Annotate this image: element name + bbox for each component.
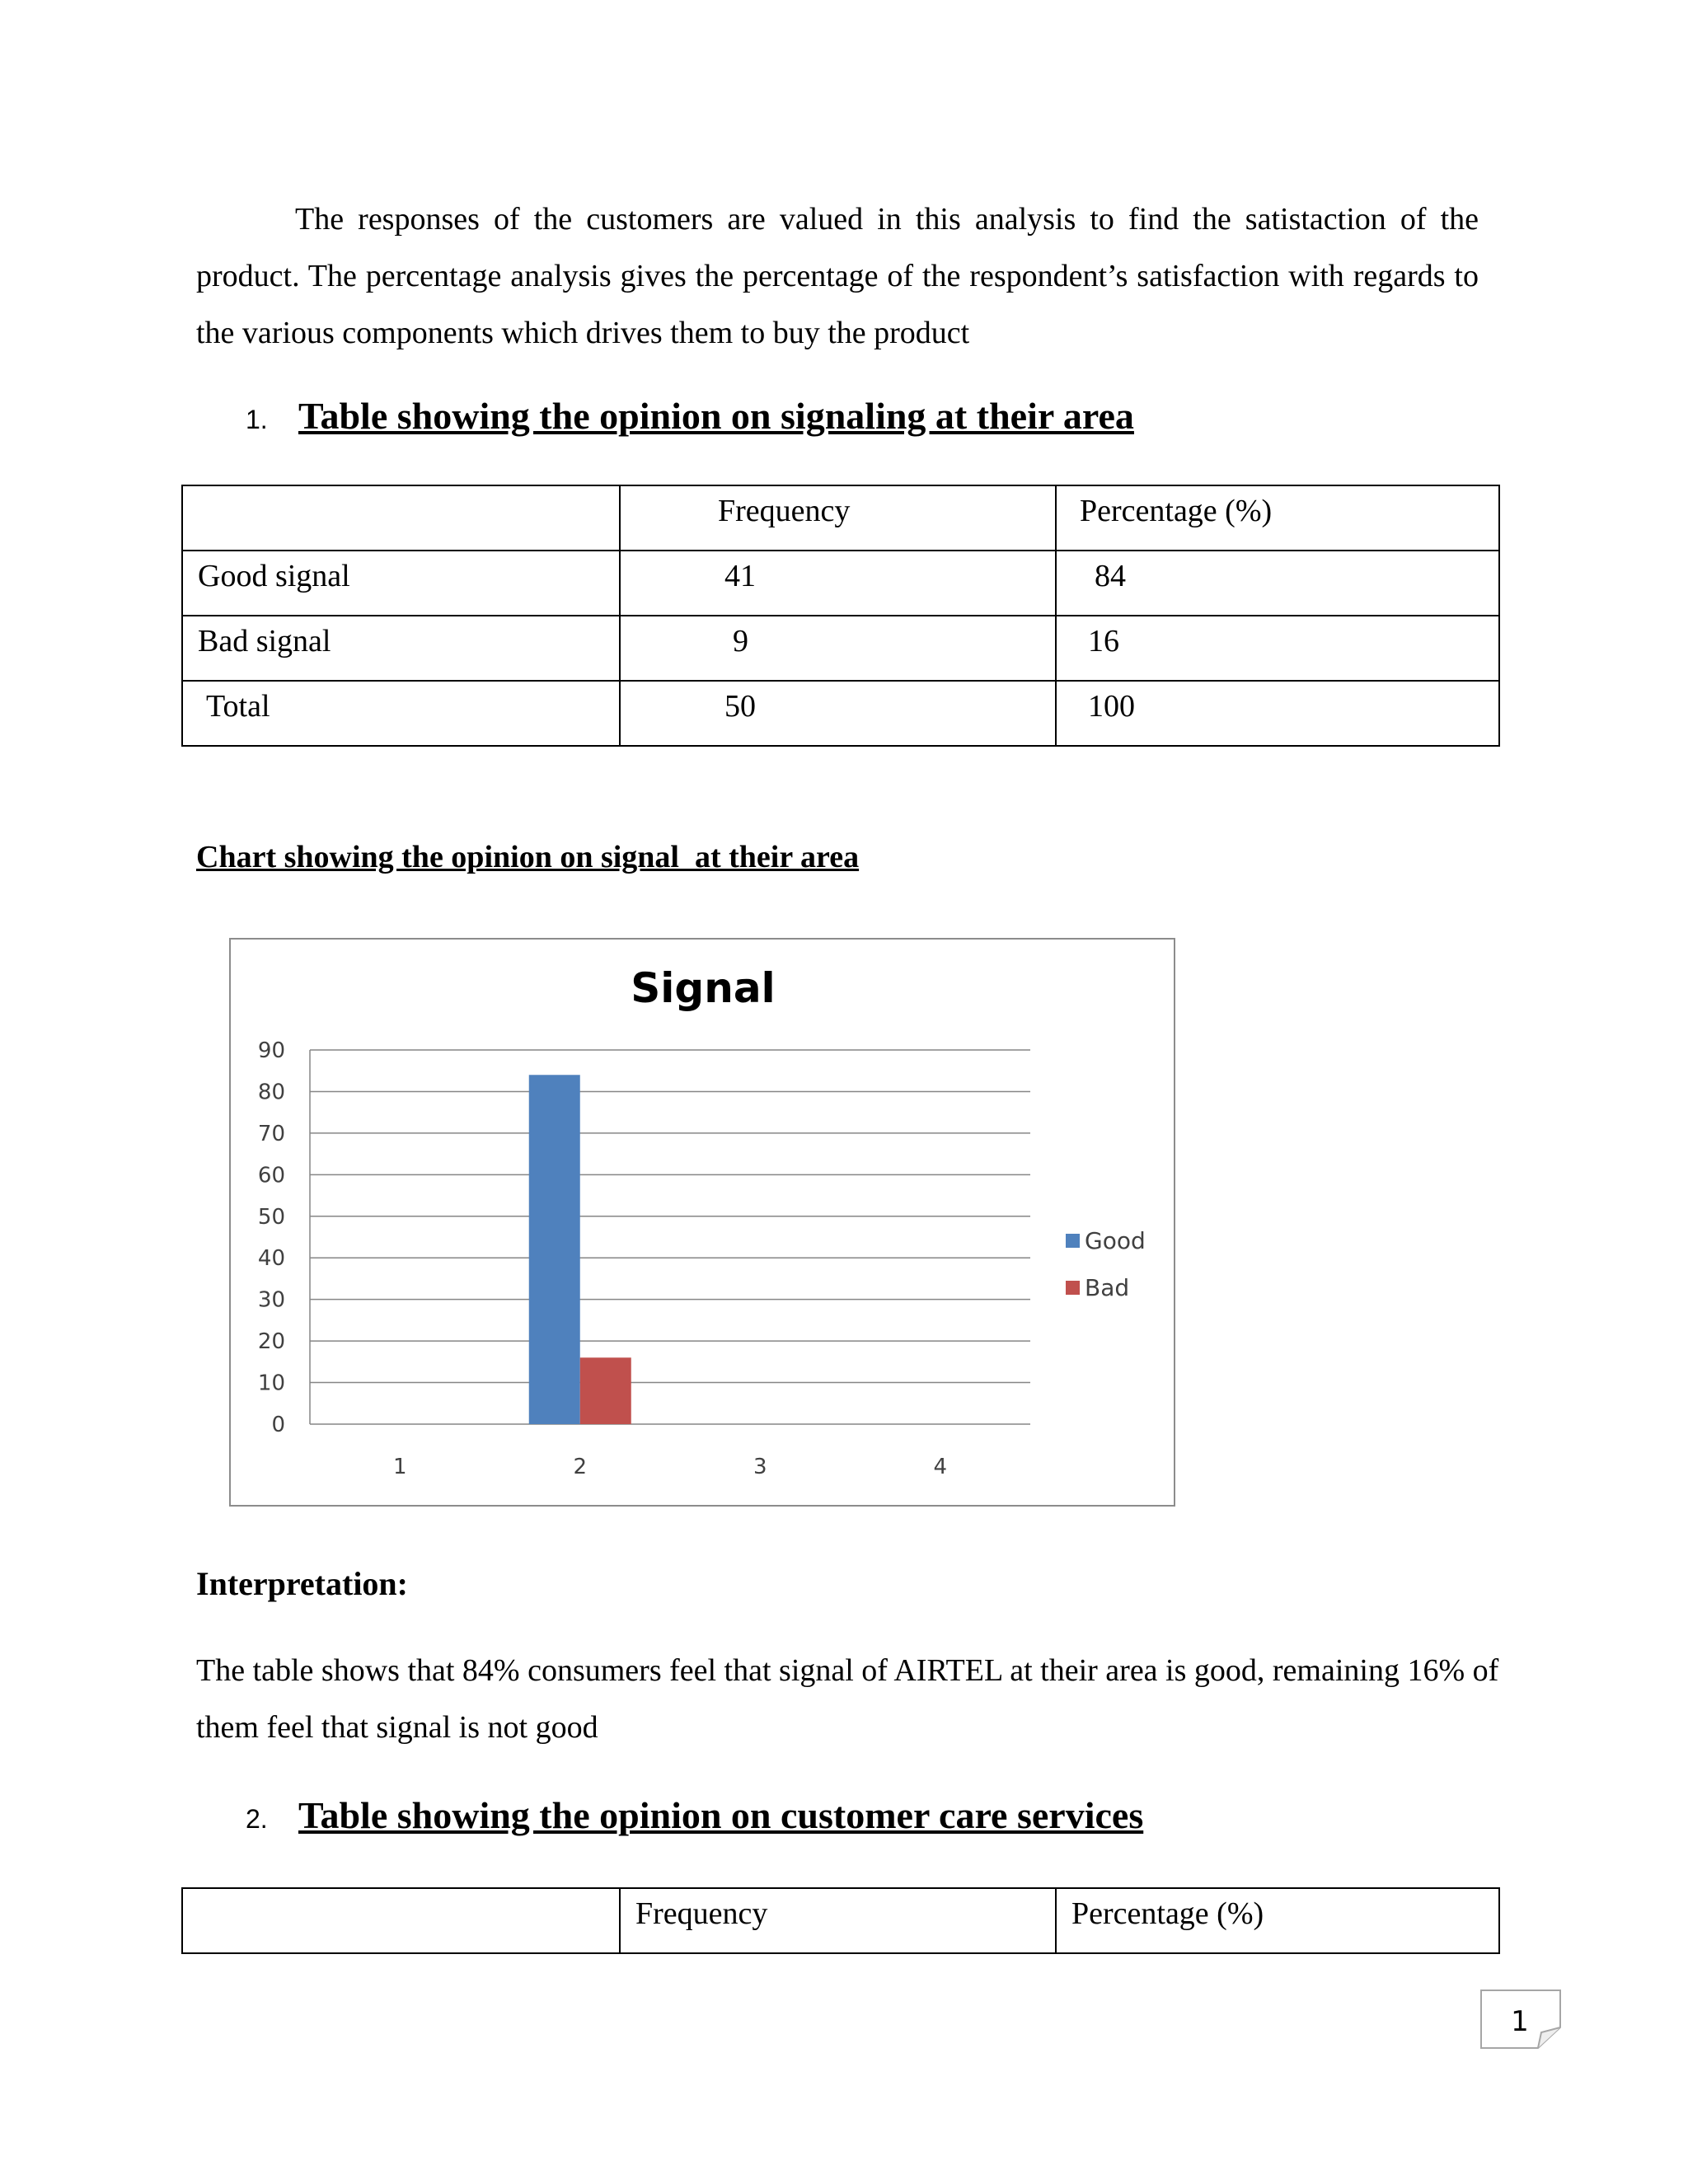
signal-chart — [229, 938, 1175, 1507]
table-row — [182, 551, 1499, 616]
page-number-badge — [1480, 1990, 1561, 2049]
x-tick-label: 3 — [753, 1455, 767, 1479]
legend-label: Bad — [1085, 1274, 1130, 1301]
chart-heading: Chart showing the opinion on signal at their area — [196, 840, 860, 874]
page-number: 1 — [1511, 2005, 1529, 2038]
table-header-cell: Frequency — [620, 485, 1056, 551]
table-cell: 16 — [1056, 616, 1499, 681]
intro-paragraph — [196, 191, 1479, 362]
y-tick-label: 30 — [257, 1287, 285, 1313]
signal-table — [181, 485, 1500, 747]
intro-text: The responses of the customers are valued in this analysis to find the satistaction of the product. The percentage analysis gives the percentage of the respondent’s satisfaction with regards to the various components which drives them to buy the product — [196, 202, 1479, 350]
table-header-cell — [182, 1888, 620, 1953]
chart-svg — [231, 940, 1174, 1505]
y-tick-label: 20 — [257, 1329, 285, 1355]
table-cell: Bad signal — [182, 616, 620, 681]
x-tick-label: 2 — [573, 1455, 588, 1479]
bar-bad — [580, 1357, 631, 1424]
section-2-heading — [246, 1793, 1143, 1837]
legend-swatch — [1066, 1281, 1080, 1295]
table-cell: 100 — [1056, 681, 1499, 746]
legend-label: Good — [1085, 1227, 1146, 1254]
y-tick-label: 50 — [257, 1204, 285, 1230]
y-tick-label: 80 — [257, 1080, 285, 1105]
table-cell: 50 — [620, 681, 1056, 746]
table-row — [182, 616, 1499, 681]
y-tick-label: 10 — [257, 1371, 285, 1396]
legend-swatch — [1066, 1234, 1080, 1248]
section-1-number: 1. — [246, 405, 268, 434]
table-header-cell: Percentage (%) — [1056, 1888, 1499, 1953]
table-header-cell — [182, 485, 620, 551]
section-1-heading — [246, 394, 1134, 438]
chart-title: Signal — [631, 964, 776, 1012]
table-header-row — [182, 1888, 1499, 1953]
y-tick-label: 40 — [257, 1246, 285, 1272]
y-tick-label: 60 — [257, 1163, 285, 1188]
interpretation-title: Interpretation: — [196, 1565, 408, 1602]
y-tick-label: 90 — [257, 1038, 285, 1063]
x-tick-label: 1 — [392, 1455, 407, 1479]
table-cell: 41 — [620, 551, 1056, 616]
customer-care-table — [181, 1887, 1500, 1954]
section-1-title: Table showing the opinion on signaling at their area — [298, 395, 1134, 437]
page-curl-icon — [1480, 1990, 1561, 2049]
table-cell: Good signal — [182, 551, 620, 616]
section-2-number: 2. — [246, 1804, 268, 1834]
table-cell: Total — [182, 681, 620, 746]
bar-good — [529, 1075, 580, 1424]
table-header-row — [182, 485, 1499, 551]
table-header-cell: Frequency — [620, 1888, 1056, 1953]
table-header-cell: Percentage (%) — [1056, 485, 1499, 551]
interpretation-text: The table shows that 84% consumers feel that signal of AIRTEL at their area is good, remaining 16% of them feel that signal is not good — [196, 1653, 1499, 1745]
y-tick-label: 0 — [271, 1413, 285, 1437]
table-cell: 9 — [620, 616, 1056, 681]
x-tick-label: 4 — [933, 1455, 948, 1479]
y-tick-label: 70 — [257, 1121, 285, 1146]
table-row — [182, 681, 1499, 746]
section-2-title: Table showing the opinion on customer care services — [298, 1794, 1144, 1836]
table-cell: 84 — [1056, 551, 1499, 616]
